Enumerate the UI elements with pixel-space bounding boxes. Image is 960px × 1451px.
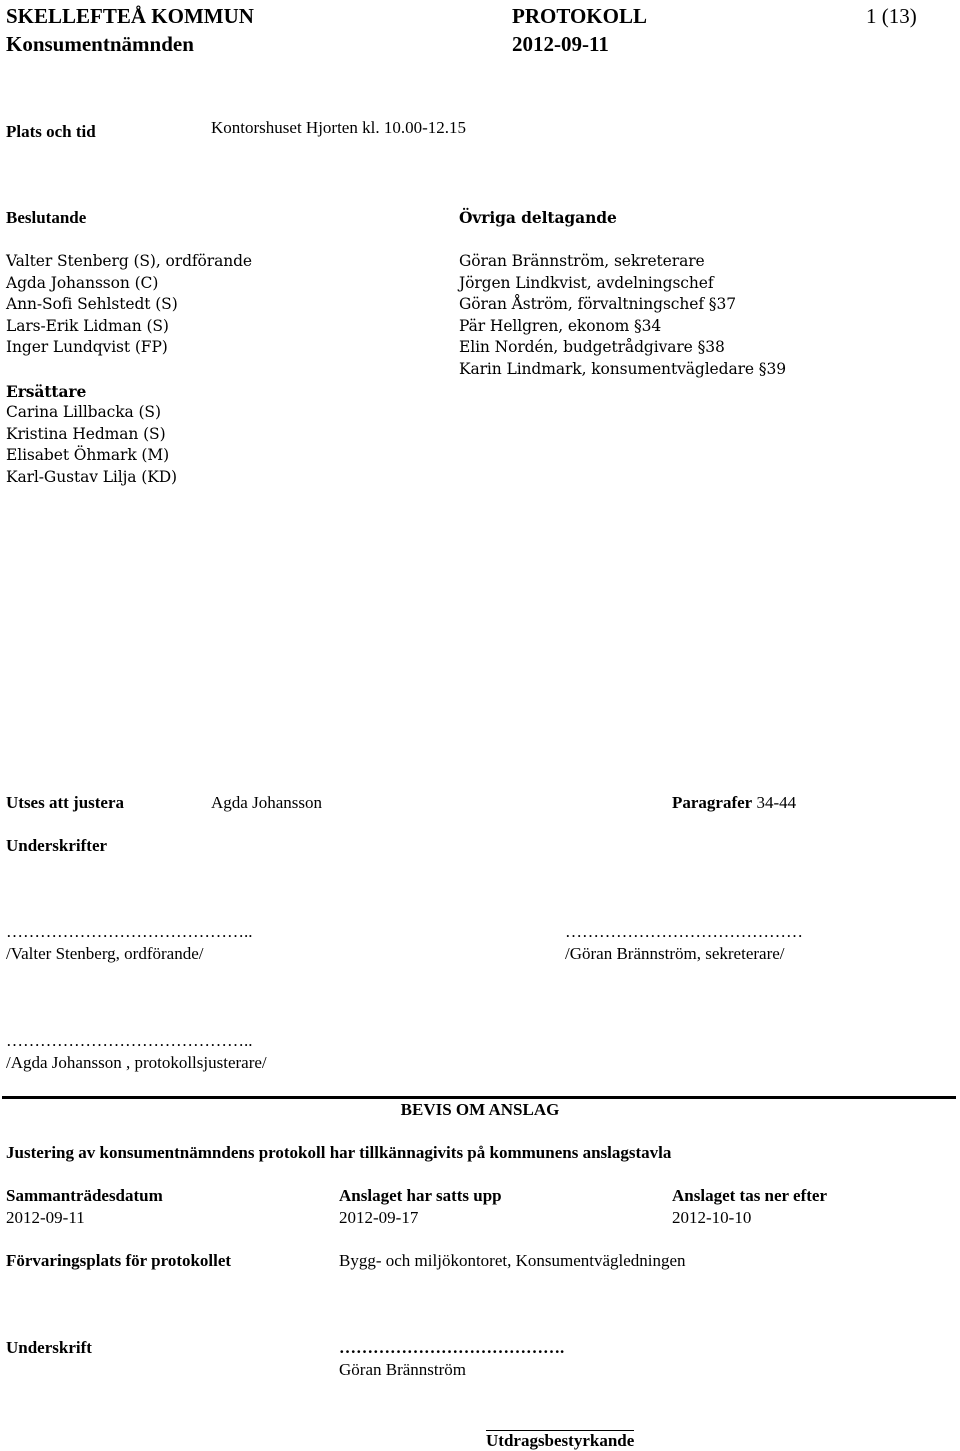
- list-item: Agda Johansson (C): [6, 273, 159, 292]
- extract-label: Utdragsbestyrkande: [486, 1431, 635, 1450]
- meeting-date-label: Sammanträdesdatum: [6, 1186, 163, 1205]
- adjust-value: Agda Johansson: [211, 793, 322, 812]
- signatures-title: Underskrifter: [6, 836, 108, 855]
- page-number: 1 (13): [866, 4, 917, 28]
- substitutes-list: [6, 402, 177, 488]
- notice-statement: Justering av konsumentnämndens protokoll har tillkännagivits på kommunens anslagstavla: [6, 1143, 672, 1162]
- list-item: Inger Lundqvist (FP): [6, 338, 168, 357]
- signature-dots-chair: ……………………………………..: [6, 922, 253, 941]
- other-participants-list: [459, 251, 786, 381]
- doc-type: PROTOKOLL: [512, 4, 647, 28]
- list-item: Jörgen Lindkvist, avdelningschef: [459, 273, 714, 292]
- list-item: Ann-Sofi Sehlstedt (S): [6, 295, 178, 314]
- storage-value: Bygg- och miljökontoret, Konsumentvägledningen: [339, 1251, 686, 1270]
- signature-dots-adjuster: ……………………………………..: [6, 1031, 253, 1050]
- removed-label: Anslaget tas ner efter: [672, 1186, 828, 1205]
- signature-label: Underskrift: [6, 1338, 92, 1357]
- list-item: Göran Brännström, sekreterare: [459, 252, 705, 270]
- signature-dots: ………………………………….: [339, 1338, 565, 1357]
- list-item: Göran Åström, förvaltningschef §37: [459, 295, 736, 314]
- storage-label: Förvaringsplats för protokollet: [6, 1251, 232, 1270]
- signature-name: Göran Brännström: [339, 1360, 467, 1379]
- notice-title: BEVIS OM ANSLAG: [400, 1100, 560, 1119]
- list-item: Pär Hellgren, ekonom §34: [459, 316, 662, 335]
- list-item: Elin Nordén, budgetrådgivare §38: [459, 338, 725, 357]
- list-item: Valter Stenberg (S), ordförande: [6, 252, 252, 270]
- signature-dots-secretary: ……………………………………: [565, 922, 803, 941]
- list-item: Elisabet Öhmark (M): [6, 446, 170, 465]
- substitutes-title: Ersättare: [6, 382, 87, 401]
- posted-value: 2012-09-17: [339, 1208, 419, 1227]
- list-item: Lars-Erik Lidman (S): [6, 316, 169, 335]
- decision-makers-title: Beslutande: [6, 208, 87, 227]
- paragraphs-label: Paragrafer: [672, 793, 753, 812]
- posted-label: Anslaget har satts upp: [339, 1186, 502, 1205]
- list-item: Karl-Gustav Lilja (KD): [6, 467, 177, 486]
- removed-value: 2012-10-10: [672, 1208, 752, 1227]
- meeting-date-value: 2012-09-11: [6, 1208, 85, 1227]
- committee-name: Konsumentnämnden: [6, 32, 194, 56]
- place-label: Plats och tid: [6, 122, 96, 141]
- list-item: Carina Lillbacka (S): [6, 403, 161, 421]
- list-item: Karin Lindmark, konsumentvägledare §39: [459, 359, 786, 378]
- decision-makers-list: [6, 251, 252, 359]
- protocol-date: 2012-09-11: [512, 32, 609, 56]
- org-name: SKELLEFTEÅ KOMMUN: [6, 4, 254, 28]
- other-participants-title: Övriga deltagande: [459, 208, 617, 227]
- list-item: Kristina Hedman (S): [6, 424, 166, 443]
- divider: [2, 1096, 956, 1099]
- paragraphs-value: 34-44: [756, 793, 797, 812]
- signature-name-adjuster: /Agda Johansson , protokollsjusterare/: [6, 1053, 267, 1072]
- adjust-label: Utses att justera: [6, 793, 125, 812]
- paragraphs: [672, 793, 796, 813]
- place-value: Kontorshuset Hjorten kl. 10.00-12.15: [211, 118, 466, 137]
- signature-name-chair: /Valter Stenberg, ordförande/: [6, 944, 204, 963]
- signature-name-secretary: /Göran Brännström, sekreterare/: [565, 944, 785, 963]
